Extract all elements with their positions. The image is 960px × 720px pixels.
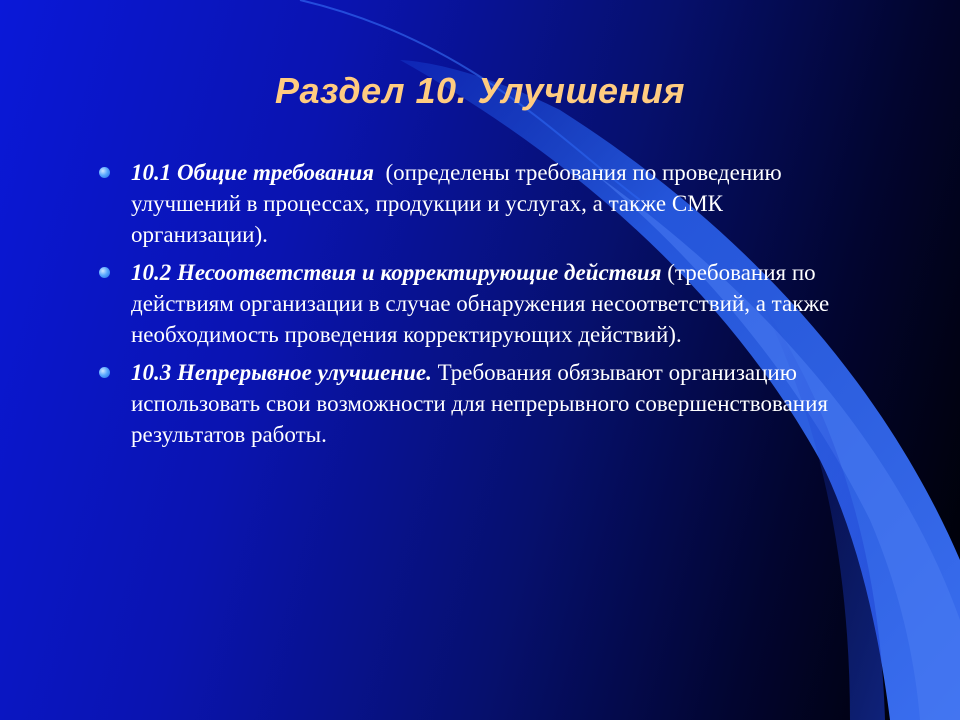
item-text: (определены требования по проведению улучшений в процессах, продукции и услугах, а также СМК организации). [131, 160, 788, 247]
item-heading: 10.2 Несоответствия и корректирующие действия [131, 260, 662, 285]
bullet-icon [99, 367, 110, 378]
item-text: Требования обязывают организацию использовать свои возможности для непрерывного совершенствования результатов работы. [131, 360, 834, 447]
item-heading: 10.3 Непрерывное улучшение. [131, 360, 432, 385]
list-item [96, 157, 856, 250]
list-item [96, 357, 856, 450]
bullet-icon [99, 167, 110, 178]
list-item [96, 257, 856, 350]
slide-title: Раздел 10. Улучшения [275, 70, 685, 111]
bullet-icon [99, 267, 110, 278]
bullet-list [96, 157, 856, 457]
item-text: (требования по действиям организации в случае обнаружения несоответствий, а также необходимость проведения корректирующих действий). [131, 260, 835, 347]
item-heading: 10.1 Общие требования [131, 160, 374, 185]
